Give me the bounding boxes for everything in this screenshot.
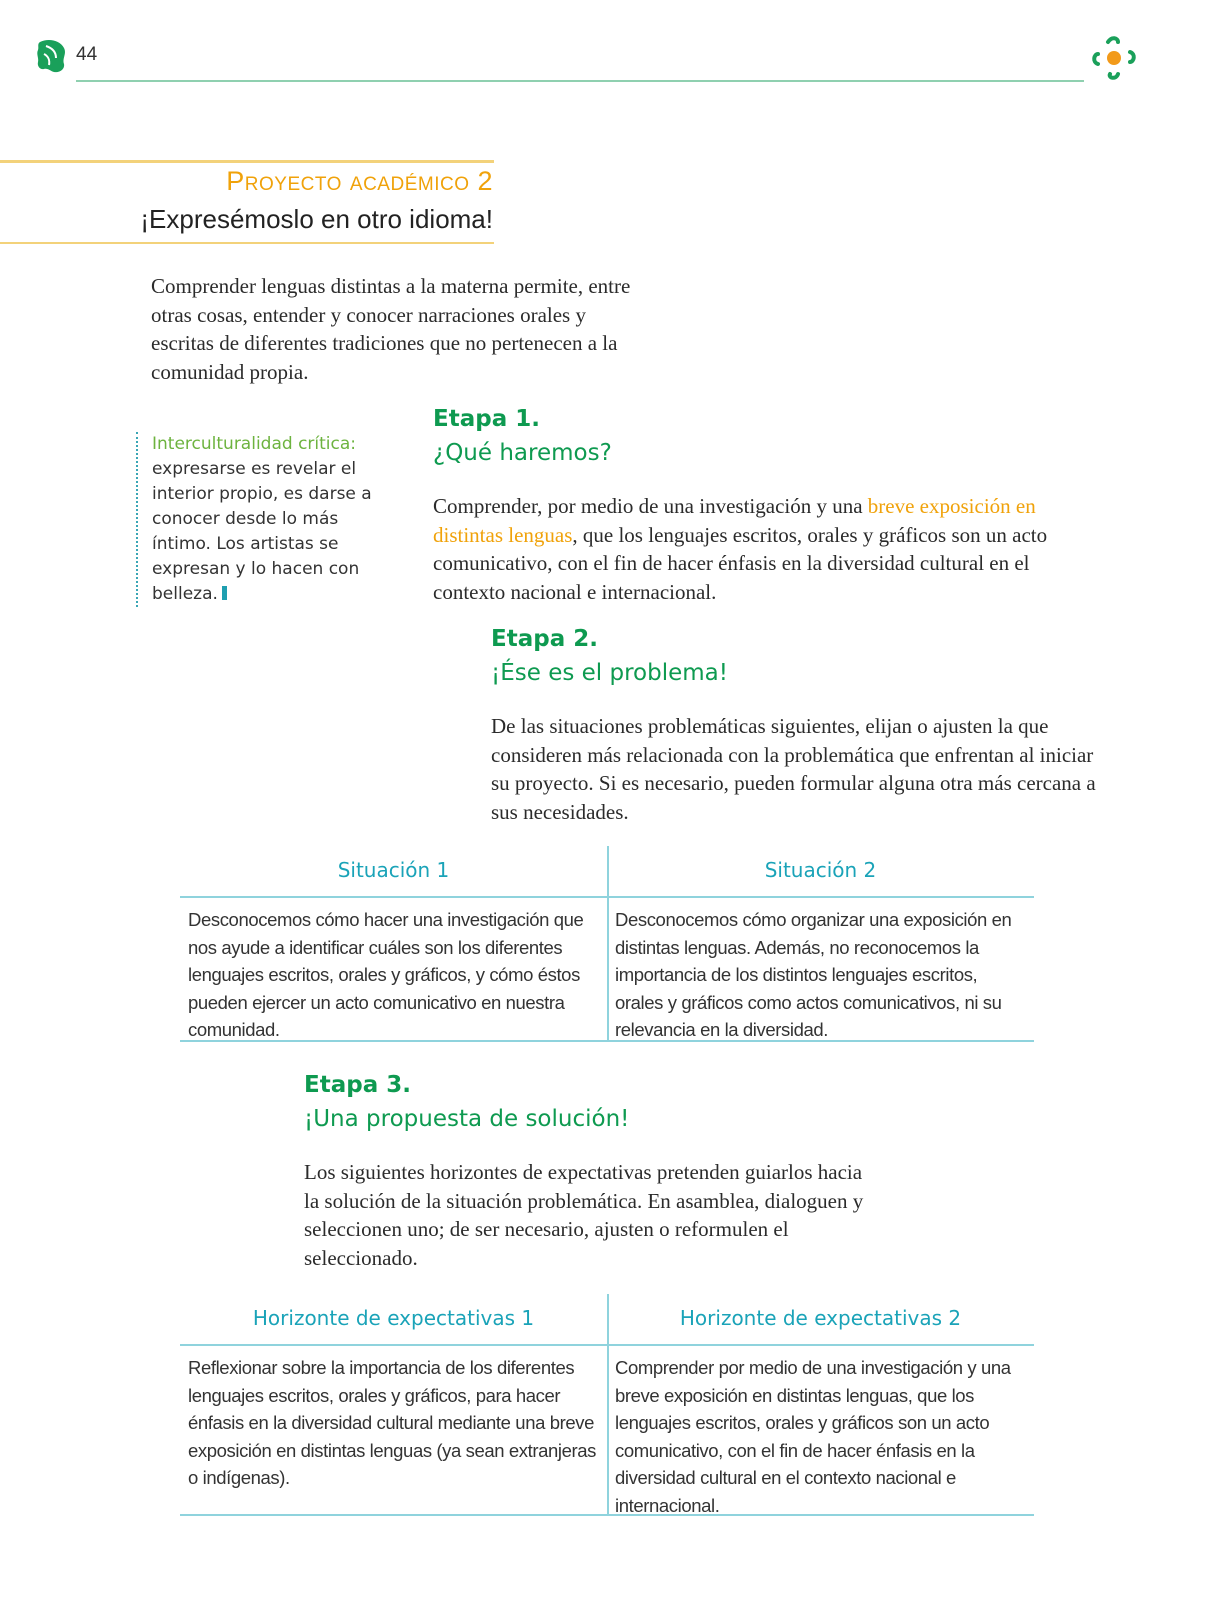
situacion-2-header: Situación 2 <box>764 858 877 882</box>
horizontes-table <box>180 1294 1034 1516</box>
situacion-1-cell: Desconocemos cómo hacer una investigación que nos ayude a identificar cuáles son los diferentes lenguajes escritos, orales y gráficos, y cómo éstos pueden ejercer un acto comunicativo en nuestra comunidad. <box>188 909 584 1040</box>
etapa2-title: ¡Ése es el problema! <box>491 660 728 686</box>
etapa3-text: Los siguientes horizontes de expectativas pretenden guiarlos hacia la solución de la situación problemática. En asamblea, dialoguen y seleccionen uno; de ser necesario, ajusten o reformulen el seleccionado. <box>304 1160 864 1270</box>
etapa2-text: De las situaciones problemáticas siguientes, elijan o ajusten la que consideren más relacionada con la problemática que enfrentan al iniciar su proyecto. Si es necesario, pueden formular alguna otra más cercana a sus necesidades. <box>491 714 1096 824</box>
column-divider <box>607 846 609 1042</box>
header-rule <box>76 80 1084 82</box>
situacion-1-header: Situación 1 <box>337 858 450 882</box>
etapa1-text-after: , que los lenguajes escritos, orales y gráficos son un acto comunicativo, con el fin de hacer énfasis en la diversidad cultural en el contexto nacional e internacional. <box>433 522 1048 604</box>
title-bottom-rule <box>0 242 494 244</box>
etapa1-title: ¿Qué haremos? <box>433 440 612 466</box>
side-note-text: expresarse es revelar el interior propio, es darse a conocer desde lo más íntimo. Los artistas se expresan y lo hacen con belleza. <box>152 459 372 604</box>
etapa2-label: Etapa 2. <box>491 626 598 652</box>
page-number: 44 <box>76 44 98 65</box>
etapa1-text <box>433 492 1073 606</box>
project-label: Proyecto académico 2 <box>226 166 493 196</box>
end-mark-icon <box>222 586 227 600</box>
etapa1-label: Etapa 1. <box>433 406 540 432</box>
horizonte-1-header: Horizonte de expectativas 1 <box>252 1306 535 1330</box>
horizonte-2-header: Horizonte de expectativas 2 <box>679 1306 962 1330</box>
side-note-term: Interculturalidad crítica: <box>152 434 357 454</box>
etapa3-label: Etapa 3. <box>304 1072 411 1098</box>
title-top-rule <box>0 160 494 163</box>
leaf-head-icon <box>34 38 68 74</box>
intro-paragraph: Comprender lenguas distintas a la materna permite, entre otras cosas, entender y conocer narraciones orales y escritas de diferentes tradiciones que no pertenecen a la comunidad propia. <box>151 274 631 384</box>
etapa1-text-before: Comprender, por medio de una investigación y una <box>433 494 868 518</box>
situaciones-table <box>180 846 1034 1042</box>
situacion-2-cell: Desconocemos cómo organizar una exposición en distintas lenguas. Además, no reconocemos la importancia de los distintos lenguajes escritos, orales y gráficos como actos comunicativos, ni su relevancia en la diversidad. <box>615 909 1012 1040</box>
etapa3-title: ¡Una propuesta de solución! <box>304 1106 630 1132</box>
project-title: ¡Expresémoslo en otro idioma! <box>140 204 493 234</box>
flower-icon <box>1088 32 1140 84</box>
column-divider <box>607 1294 609 1516</box>
side-note <box>136 432 376 607</box>
horizonte-1-cell: Reflexionar sobre la importancia de los diferentes lenguajes escritos, orales y gráficos, para hacer énfasis en la diversidad cultural mediante una breve exposición en distintas lenguas (ya sean extranjeras o indígenas). <box>188 1357 597 1488</box>
horizonte-2-cell: Comprender por medio de una investigación y una breve exposición en distintas lenguas, que los lenguajes escritos, orales y gráficos son un acto comunicativo, con el fin de hacer énfasis en la diversidad cultural en el contexto nacional e internacional. <box>615 1357 1011 1516</box>
etapa1-text-highlight: breve exposición en distintas lenguas <box>433 494 1036 547</box>
